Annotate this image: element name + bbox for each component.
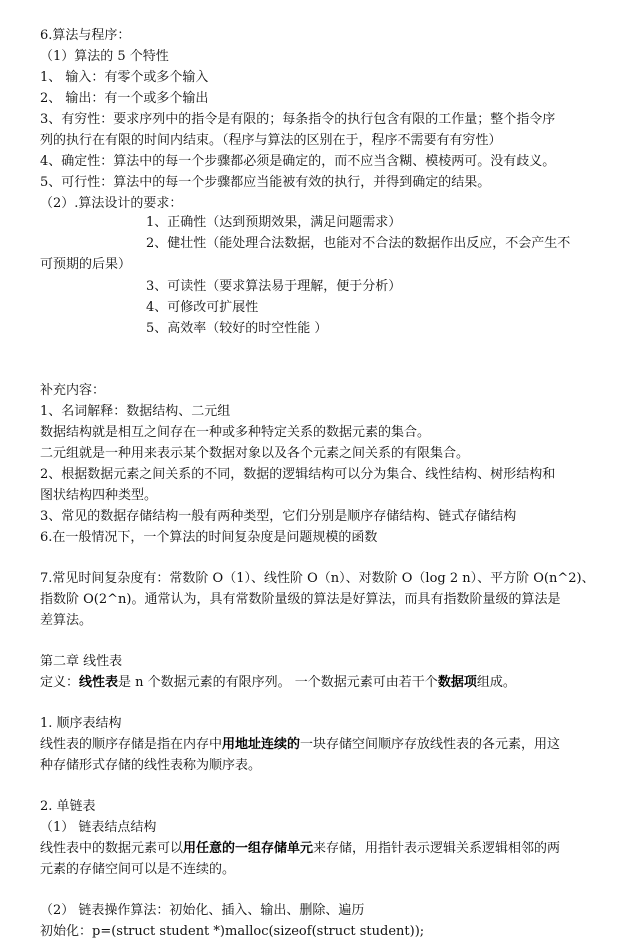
subsection-2-heading: （2）.算法设计的要求： <box>40 196 183 211</box>
requirement-extensibility: 4、可修改可扩展性 <box>146 300 259 315</box>
sequential-text-c: 一块存储空间顺序存放线性表的各元素，用这 <box>300 737 561 752</box>
sequential-text-a: 线性表的顺序存储是指在内存中 <box>40 737 223 752</box>
linked-list-line2: 元素的存储空间可以是不连续的。 <box>40 862 236 877</box>
property-finiteness-line1: 3、有穷性：要求序列中的指令是有限的；每条指令的执行包含有限的工作量；整个指令序 <box>40 112 556 127</box>
property-input: 1、 输入：有零个或多个输入 <box>40 70 209 85</box>
supplement-terms: 1、名词解释：数据结构、二元组 <box>40 404 231 419</box>
supplement-tuple-def: 二元组就是一种用来表示某个数据对象以及各个元素之间关系的有限集合。 <box>40 446 470 461</box>
emphasis-arbitrary-storage: 用任意的一组存储单元 <box>183 841 314 856</box>
property-output: 2、 输出：有一个或多个输出 <box>40 91 209 106</box>
requirement-efficiency: 5、高效率（较好的时空性能 ） <box>146 321 328 336</box>
supplement-data-structure-def: 数据结构就是相互之间存在一种或多种特定关系的数据元素的集合。 <box>40 425 431 440</box>
linked-node-heading: （1） 链表结点结构 <box>40 820 157 835</box>
property-finiteness-line2: 列的执行在有限的时间内结束。（程序与算法的区别在于，程序不需要有有穷性） <box>40 133 502 148</box>
supplement-common-complexity-line2: 指数阶 O(2^n)。通常认为，具有常数阶量级的算法是好算法，而具有指数阶量级的算法是 <box>40 592 561 607</box>
requirement-correctness: 1、正确性（达到预期效果，满足问题需求） <box>146 215 402 230</box>
sequential-list-title: 1. 顺序表结构 <box>40 716 122 731</box>
sequential-list-line1 <box>40 736 600 754</box>
term-linear-list: 线性表 <box>79 675 119 690</box>
linked-list-title: 2. 单链表 <box>40 799 96 814</box>
term-data-item: 数据项 <box>437 675 477 690</box>
requirement-robustness-line2: 可预期的后果） <box>40 257 132 272</box>
definition-end: 组成。 <box>476 675 516 690</box>
supplement-common-complexity-line3: 差算法。 <box>40 613 93 628</box>
section-6-title: 6.算法与程序： <box>40 28 131 43</box>
property-feasibility: 5、可行性：算法中的每一个步骤都应当能被有效的执行，并得到确定的结果。 <box>40 175 491 190</box>
chapter-2-title: 第二章 线性表 <box>40 654 123 669</box>
linked-text-c: 来存储，用指针表示逻辑关系逻辑相邻的两 <box>313 841 561 856</box>
definition-label: 定义： <box>40 675 80 690</box>
supplement-common-complexity-line1: 7.常见时间复杂度有：常数阶 O（1）、线性阶 O（n）、对数阶 O（log 2 n）、平方阶 O(n^2)、 <box>40 571 595 586</box>
requirement-robustness-line1: 2、健壮性（能处理合法数据，也能对不合法的数据作出反应，不会产生不 <box>146 236 571 251</box>
linear-list-definition <box>40 674 600 692</box>
property-definiteness: 4、确定性：算法中的每一个步骤都必须是确定的，而不应当含糊、模棱两可。没有歧义。 <box>40 154 556 169</box>
linked-list-line1 <box>40 840 600 858</box>
supplement-logic-structure-line2: 图状结构四种类型。 <box>40 488 158 503</box>
subsection-1-heading: （1）算法的 5 个特性 <box>40 49 169 64</box>
linked-operations-heading: （2） 链表操作算法：初始化、插入、输出、删除、遍历 <box>40 903 365 918</box>
emphasis-contiguous-address: 用地址连续的 <box>222 737 301 752</box>
supplement-logic-structure-line1: 2、根据数据元素之间关系的不同，数据的逻辑结构可以分为集合、线性结构、树形结构和 <box>40 467 556 482</box>
linked-text-a: 线性表中的数据元素可以 <box>40 841 184 856</box>
definition-text: 是 n 个数据元素的有限序列。 一个数据元素可由若干个 <box>118 675 438 690</box>
init-code-line: 初始化：p=(struct student *)malloc(sizeof(struct student)); <box>40 924 425 939</box>
supplement-time-complexity: 6.在一般情况下，一个算法的时间复杂度是问题规模的函数 <box>40 530 378 545</box>
supplement-title: 补充内容： <box>40 383 106 398</box>
sequential-list-line2: 种存储形式存储的线性表称为顺序表。 <box>40 758 262 773</box>
supplement-storage-structure: 3、常见的数据存储结构一般有两种类型，它们分别是顺序存储结构、链式存储结构 <box>40 509 517 524</box>
requirement-readability: 3、可读性（要求算法易于理解，便于分析） <box>146 279 402 294</box>
